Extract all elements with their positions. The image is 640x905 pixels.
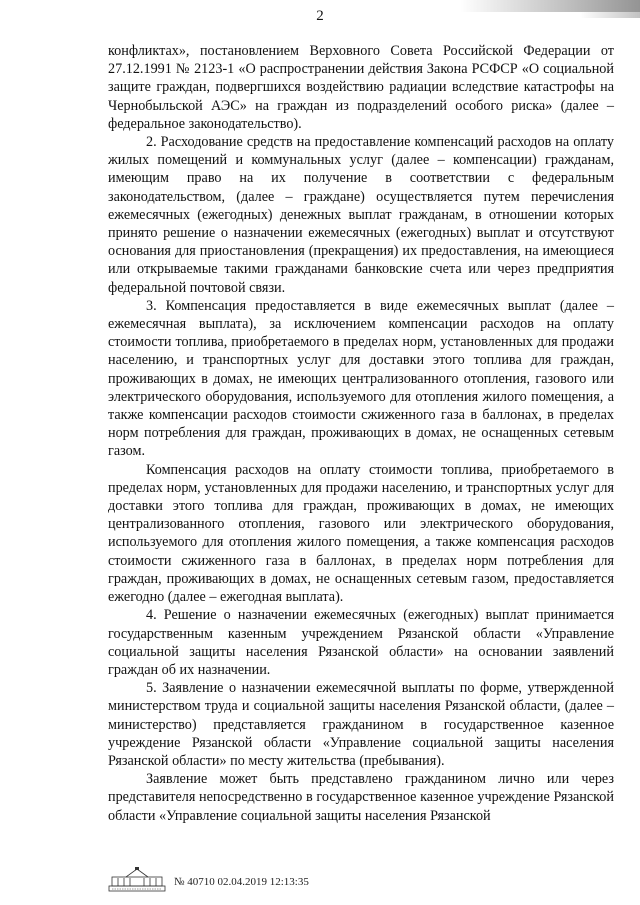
paragraph-continuation: конфликтах», постановлением Верховного Совета Российской Федерации от 27.12.1991 № 2123-1 «О распространении действия Закона РСФСР «О социальной защите граждан, подвергшихся воздействию радиации вследствие катастрофы на Чернобыльской АЭС» на граждан из подразделений особого риска» (далее – федеральное законодательство). [108,43,614,132]
paragraph-item-5: 5. Заявление о назначении ежемесячной выплаты по форме, утвержденной министерством труда и социальной защиты населения Рязанской области, (далее – министерство) представляется гражданином в государственное казенное учреждение Рязанской области «Управление социальной защиты населения Рязанской области» по месту жительства (пребывания). [108,680,614,769]
paragraph-annual-compensation: Компенсация расходов на оплату стоимости топлива, приобретаемого в пределах норм, установленных для продажи населению, и транспортных услуг для доставки этого топлива для граждан, проживающих в домах, не имеющих централизованного отопления, газового или электрического оборудования, используемого для отопления жилого помещения, а также компенсация расходов стоимости сжиженного газа в баллонах, в пределах норм потребления для граждан, проживающих в домах, не оснащенных сетевым газом, предоставляется ежегодно (далее – ежегодная выплата). [108,461,614,606]
document-footer [108,866,309,892]
registry-logo-icon [108,866,166,892]
paragraph-item-2: 2. Расходование средств на предоставление компенсаций расходов на оплату жилых помещений и коммунальных услуг (далее – компенсации) гражданам, имеющим право на их получение в соответствии с федеральным законодательством, (далее – граждане) осуществляется путем перечисления ежемесячных (ежегодных) денежных выплат гражданам, в отношении которых принято решение о назначении ежемесячных (ежегодных) выплат и отсутствуют основания для приостановления (прекращения) их предоставления, на имеющиеся или открываемые такими гражданами банковские счета или через предприятия федеральной почтовой связи. [108,134,614,296]
registration-stamp: № 40710 02.04.2019 12:13:35 [174,876,309,888]
document-body [108,42,614,825]
paragraph-application-submission: Заявление может быть представлено гражданином лично или через представителя непосредственно в государственное казенное учреждение Рязанской области «Управление социальной защиты населения Рязанской [108,771,614,824]
page-number: 2 [316,8,324,24]
paragraph-item-4: 4. Решение о назначении ежемесячных (ежегодных) выплат принимается государственным казенным учреждением Рязанской области «Управление социальной защиты населения Рязанской области» на основании заявлений граждан об их назначении. [108,607,614,678]
paragraph-item-3: 3. Компенсация предоставляется в виде ежемесячных выплат (далее – ежемесячная выплата), за исключением компенсации расходов на оплату стоимости топлива, приобретаемого в пределах норм, установленных для продажи населению, и транспортных услуг для доставки этого топлива для граждан, проживающих в домах, не имеющих централизованного отопления, газового или электрического оборудования, используемого для отопления жилого помещения, а также компенсации расходов стоимости сжиженного газа в баллонах, в пределах норм потребления для граждан, проживающих в домах, не оснащенных сетевым газом. [108,297,614,460]
